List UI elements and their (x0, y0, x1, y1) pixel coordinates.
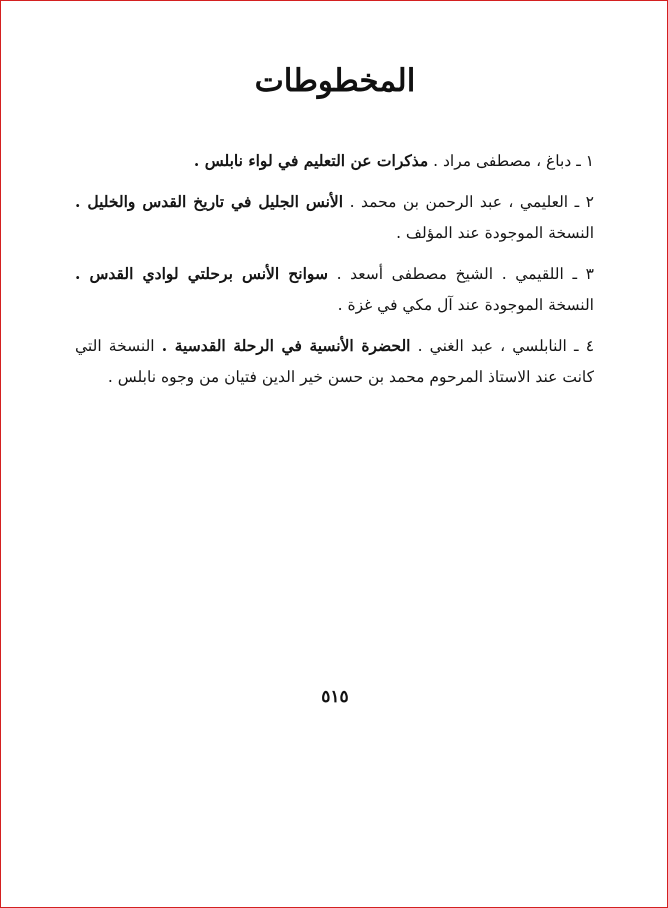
entry-author: دباغ ، مصطفى مراد . (433, 152, 572, 170)
entry-dash: ـ (574, 337, 579, 355)
entry-dash: ـ (574, 193, 580, 211)
entry-author: العليمي ، عبد الرحمن بن محمد . (349, 193, 569, 211)
entry-number: ٤ (585, 337, 595, 355)
entry-number: ٣ (585, 265, 594, 283)
manuscript-list (75, 145, 594, 402)
page-number: ٥١٥ (321, 687, 349, 707)
entry-note: النسخة الموجودة عند المؤلف . (396, 224, 594, 242)
page-title: المخطوطات (254, 63, 416, 99)
list-item (75, 258, 594, 321)
entry-author: النابلسي ، عبد الغني . (417, 337, 567, 355)
entry-work-title: سوانح الأنس برحلتي لوادي القدس . (75, 264, 328, 283)
entry-note: النسخة الموجودة عند آل مكي في غزة . (337, 296, 594, 314)
entry-work-title: مذكرات عن التعليم في لواء نابلس . (193, 151, 429, 170)
list-item (75, 145, 594, 177)
list-item (75, 330, 594, 393)
entry-dash: ـ (572, 265, 578, 283)
entry-work-title: الحضرة الأنسية في الرحلة القدسية . (161, 336, 411, 355)
entry-note: النسخة التي كانت عند الاستاذ المرحوم محمد بن حسن خير الدين فتيان من وجوه نابلس . (75, 337, 594, 386)
list-item (75, 186, 594, 249)
entry-author: اللقيمي . الشيخ مصطفى أسعد . (336, 265, 564, 283)
entry-number: ١ (585, 152, 594, 170)
entry-number: ٢ (585, 193, 594, 211)
entry-work-title: الأنس الجليل في تاريخ القدس والخليل . (75, 192, 344, 211)
entry-dash: ـ (576, 152, 581, 170)
